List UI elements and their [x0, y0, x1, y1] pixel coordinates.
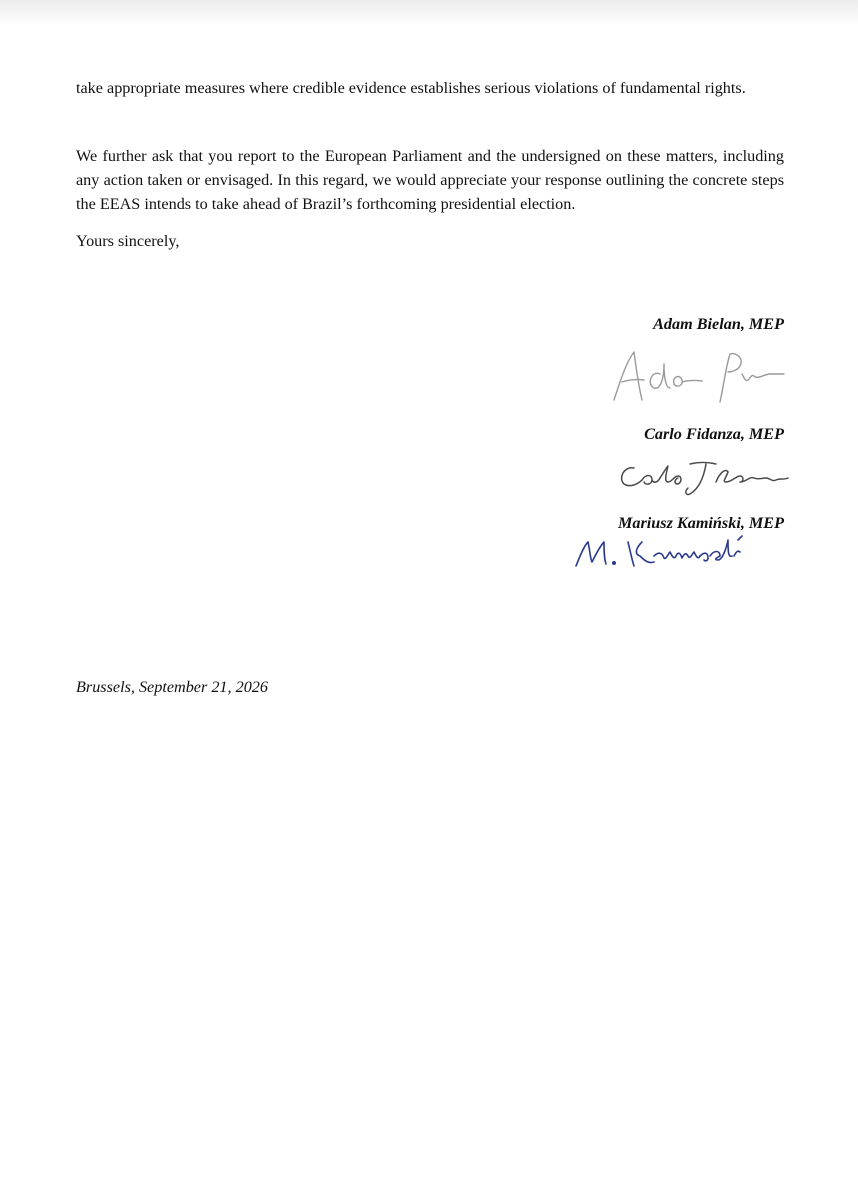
signatory-name-fidanza: Carlo Fidanza, MEP: [644, 425, 784, 443]
letter-paragraph-1: take appropriate measures where credible evidence establishes serious violations of fundamental rights.: [76, 79, 746, 97]
signatory-name-kaminski: Mariusz Kamiński, MEP: [618, 514, 784, 532]
letter-paragraph-2: We further ask that you report to the European Parliament and the undersigned on these matters, including any action taken or envisaged. In this regard, we would appreciate your response outlining the concrete steps the EEAS intends to take ahead of Brazil’s forthcoming presidential election.: [76, 147, 784, 213]
letter-closing: Yours sincerely,: [76, 232, 180, 250]
signature-fidanza: [612, 454, 792, 504]
signatory-name-bielan: Adam Bielan, MEP: [653, 315, 784, 333]
scan-edge-shadow: [0, 0, 858, 26]
place-and-date: Brussels, September 21, 2026: [76, 678, 268, 696]
signature-kaminski: [570, 530, 760, 574]
signature-bielan: [608, 344, 788, 414]
